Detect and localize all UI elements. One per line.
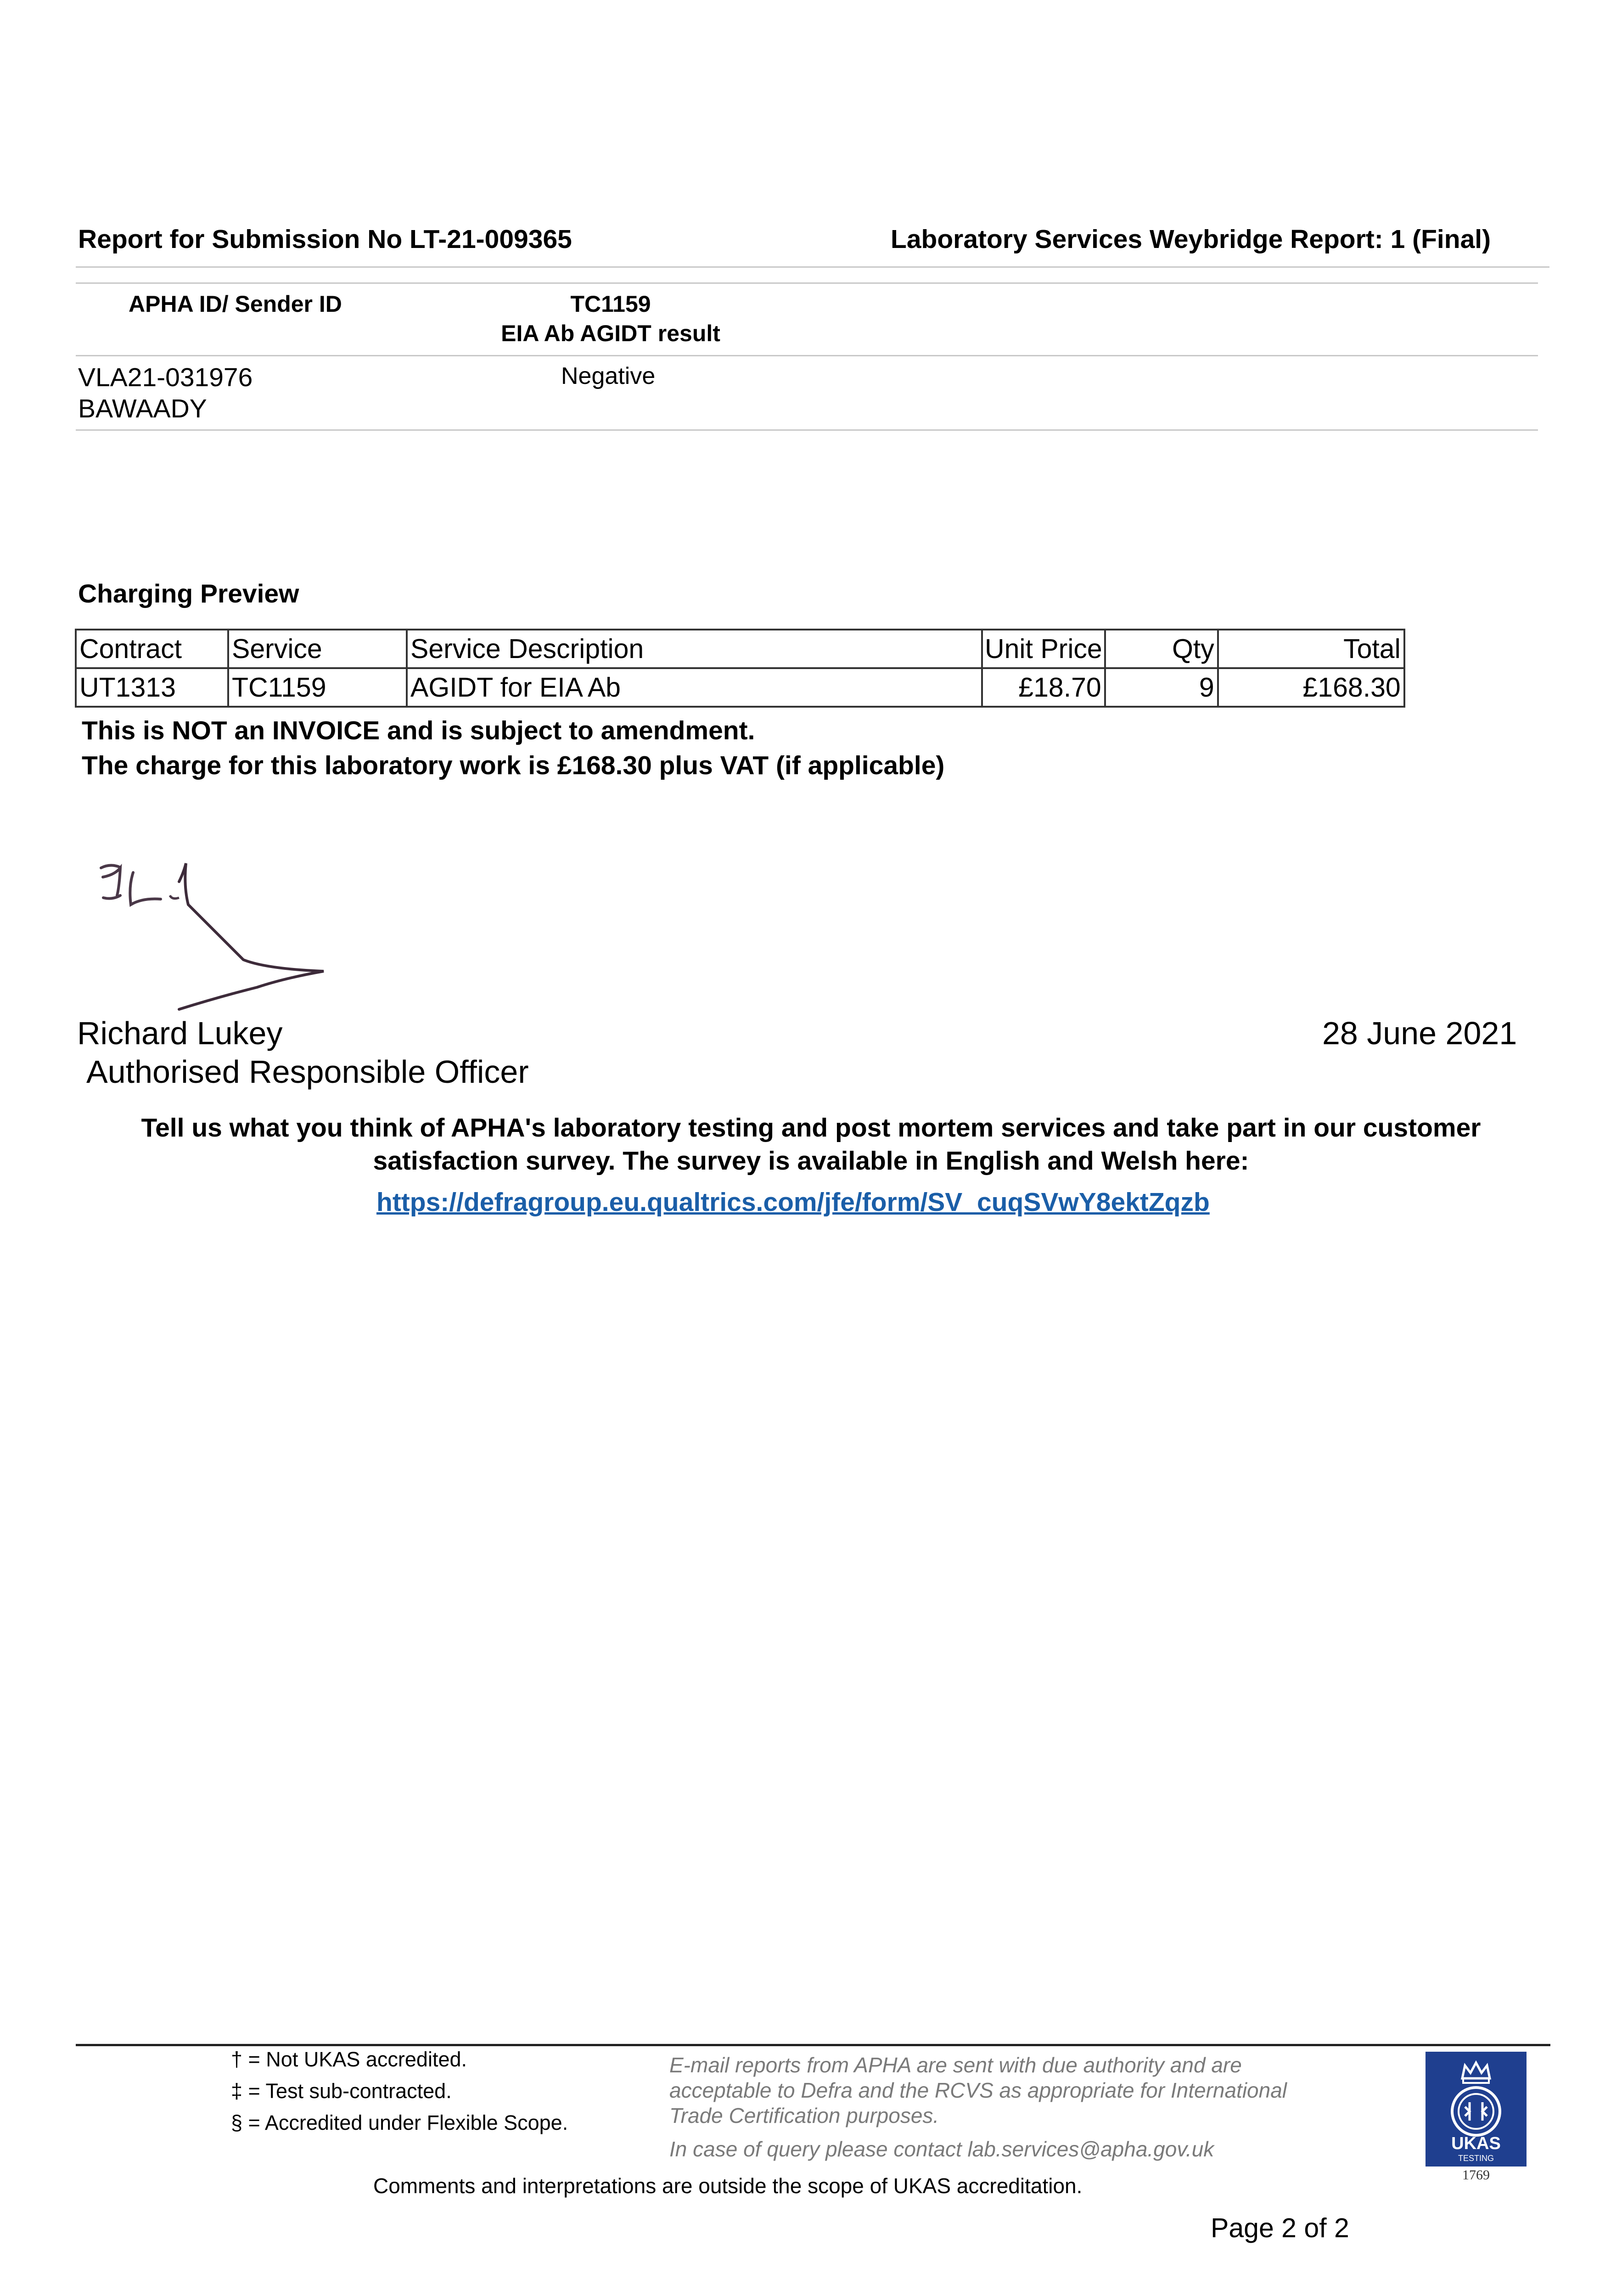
results-test-code: TC1159 [570, 291, 651, 317]
email-note-line-3: Trade Certification purposes. [669, 2104, 939, 2127]
charging-header-row [76, 630, 1404, 668]
survey-link-text[interactable]: https://defragroup.eu.qualtrics.com/jfe/form/SV_cuqSVwY8ektZqzb [376, 1187, 1210, 1217]
survey-line-2: satisfaction survey. The survey is available in English and Welsh here: [373, 1146, 1249, 1176]
charging-service: TC1159 [228, 668, 407, 707]
charging-contract: UT1313 [76, 668, 228, 707]
charging-header-service: Service [228, 630, 407, 668]
signatory-role: Authorised Responsible Officer [86, 1054, 529, 1090]
ukas-comments-note: Comments and interpretations are outside the scope of UKAS accreditation. [373, 2174, 1083, 2198]
results-top-divider [76, 282, 1538, 284]
email-note [669, 2053, 1386, 2162]
footer-legend [231, 2043, 568, 2138]
survey-line-1: Tell us what you think of APHA's laboratory testing and post mortem services and take part in our customer [141, 1113, 1481, 1142]
charging-table [75, 629, 1405, 708]
results-col-test-header [491, 289, 730, 348]
ukas-text: UKAS [1451, 2134, 1501, 2153]
legend-flexible-scope: § = Accredited under Flexible Scope. [231, 2111, 568, 2134]
report-date: 28 June 2021 [1322, 1015, 1517, 1051]
survey-text [92, 1111, 1530, 1177]
charging-header-qty: Qty [1105, 630, 1218, 668]
email-note-line-2: acceptable to Defra and the RCVS as appropriate for International [669, 2078, 1287, 2102]
signature-image [92, 854, 331, 1015]
not-invoice-note: This is NOT an INVOICE and is subject to amendment. [82, 716, 755, 745]
charging-header-total: Total [1218, 630, 1404, 668]
survey-link[interactable] [376, 1187, 1210, 1217]
header-divider [76, 266, 1549, 268]
result-value: Negative [561, 363, 656, 389]
charging-unit-price: £18.70 [982, 668, 1105, 707]
charging-header-description: Service Description [407, 630, 982, 668]
lab-report-title: Laboratory Services Weybridge Report: 1 (Final) [891, 225, 1491, 254]
results-col-id-header: APHA ID/ Sender ID [129, 291, 342, 317]
ukas-logo-icon [1426, 2052, 1527, 2185]
sender-id: BAWAADY [78, 394, 207, 423]
charging-header-contract: Contract [76, 630, 228, 668]
ukas-number: 1769 [1462, 2167, 1490, 2183]
charging-total: £168.30 [1218, 668, 1404, 707]
signatory-name: Richard Lukey [77, 1015, 283, 1051]
apha-id: VLA21-031976 [78, 363, 253, 392]
results-test-name: EIA Ab AGIDT result [501, 321, 720, 346]
legend-subcontracted: ‡ = Test sub-contracted. [231, 2079, 452, 2103]
results-row-ids [78, 362, 253, 424]
charging-row [76, 668, 1404, 707]
charging-qty: 9 [1105, 668, 1218, 707]
query-note: In case of query please contact lab.services@apha.gov.uk [669, 2137, 1214, 2161]
ukas-sub-text: TESTING [1458, 2154, 1494, 2163]
submission-title: Report for Submission No LT-21-009365 [78, 225, 572, 254]
charging-header-unit-price: Unit Price [982, 630, 1105, 668]
charging-description: AGIDT for EIA Ab [407, 668, 982, 707]
legend-not-accredited: † = Not UKAS accredited. [231, 2048, 467, 2071]
charge-note: The charge for this laboratory work is £168.30 plus VAT (if applicable) [82, 751, 945, 780]
page-number: Page 2 of 2 [1211, 2213, 1349, 2243]
ukas-logo [1426, 2052, 1527, 2185]
results-bottom-divider [76, 429, 1538, 431]
email-note-line-1: E-mail reports from APHA are sent with due authority and are [669, 2053, 1242, 2077]
results-header-divider [76, 355, 1538, 356]
charging-title: Charging Preview [78, 579, 299, 608]
